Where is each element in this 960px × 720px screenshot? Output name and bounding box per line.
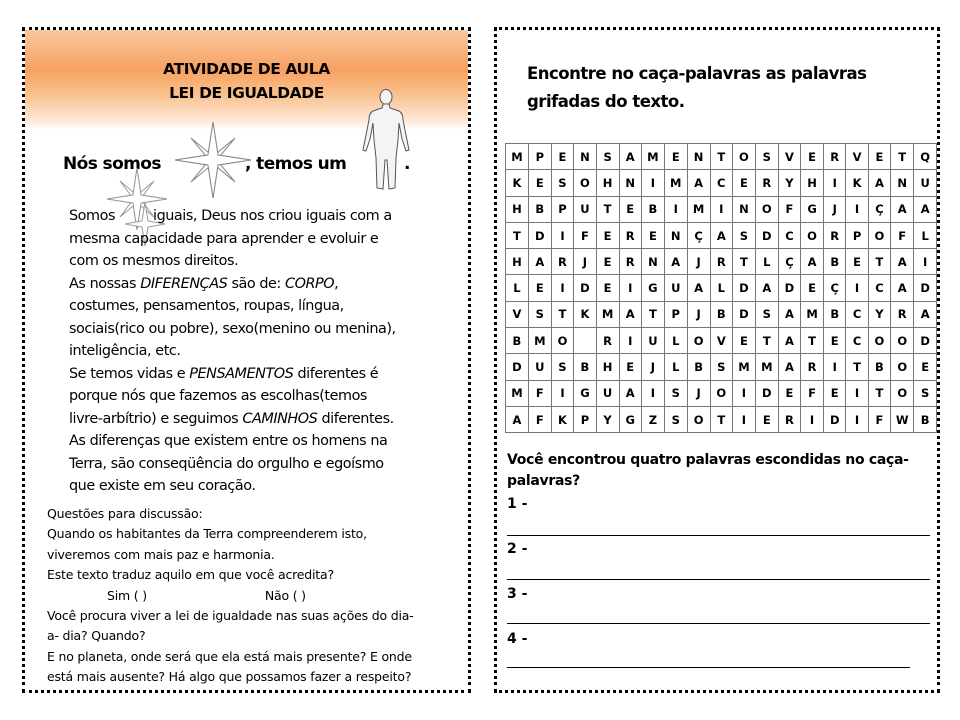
text-line	[69, 408, 469, 431]
grid-cell[interactable]: T	[801, 328, 824, 354]
keyword-pensamentos: PENSAMENTOS	[189, 365, 294, 382]
grid-cell[interactable]: T	[710, 406, 732, 432]
grid-cell[interactable]: U	[574, 196, 596, 222]
grid-cell[interactable]: I	[824, 170, 846, 196]
grid-cell[interactable]: R	[824, 222, 846, 248]
grid-cell[interactable]: L	[914, 222, 937, 248]
grid-cell[interactable]: K	[506, 170, 529, 196]
grid-cell[interactable]: E	[619, 354, 641, 380]
grid-cell[interactable]: J	[687, 301, 710, 327]
grid-cell[interactable]: T	[868, 380, 890, 406]
answer-label-4: 4 -	[507, 631, 528, 647]
grid-cell[interactable]: V	[710, 328, 732, 354]
grid-cell[interactable]: N	[664, 222, 687, 248]
grid-cell[interactable]: S	[710, 354, 732, 380]
grid-cell[interactable]: J	[574, 249, 596, 275]
grid-cell[interactable]: B	[506, 328, 529, 354]
grid-cell[interactable]: A	[891, 275, 914, 301]
grid-cell[interactable]: P	[664, 301, 687, 327]
text-segment: iguais, Deus nos criou iguais com a	[153, 208, 392, 224]
text-line	[69, 363, 469, 386]
answer-line-4[interactable]	[507, 667, 910, 668]
grid-cell[interactable]: N	[891, 170, 914, 196]
grid-cell[interactable]: O	[891, 328, 914, 354]
question-line: E no planeta, onde será que ela está mais presente? E onde	[47, 648, 412, 664]
grid-cell[interactable]: G	[574, 380, 596, 406]
grid-cell[interactable]: O	[687, 406, 710, 432]
grid-cell[interactable]: D	[528, 222, 551, 248]
grid-row	[506, 301, 937, 327]
grid-cell[interactable]: E	[801, 275, 824, 301]
grid-cell[interactable]: I	[846, 380, 868, 406]
grid-cell[interactable]: E	[528, 170, 551, 196]
question-line: a- dia? Quando?	[47, 628, 146, 644]
nao-option[interactable]: Não ( )	[264, 587, 306, 603]
grid-cell[interactable]: L	[506, 275, 529, 301]
header-line-1: ATIVIDADE DE AULA	[163, 60, 330, 78]
discussion-questions	[47, 504, 467, 688]
grid-cell[interactable]: A	[687, 275, 710, 301]
question-line: Este texto traduz aquilo em que você acredita?	[47, 567, 334, 583]
found-question	[507, 450, 927, 492]
instructions-line-1: Encontre no caça-palavras as palavras	[527, 64, 867, 83]
grid-cell[interactable]: R	[778, 406, 800, 432]
grid-cell[interactable]: L	[755, 249, 778, 275]
grid-cell[interactable]: S	[755, 144, 778, 170]
grid-cell[interactable]: I	[710, 196, 732, 222]
grid-cell[interactable]: I	[846, 406, 868, 432]
text-segment: diferentes é	[293, 365, 379, 382]
grid-cell[interactable]: M	[664, 170, 687, 196]
grid-cell[interactable]: H	[506, 249, 529, 275]
grid-cell[interactable]: D	[733, 301, 756, 327]
answer-label-2: 2 -	[507, 541, 528, 557]
grid-cell[interactable]: L	[664, 328, 687, 354]
answer-label-1: 1 -	[507, 496, 528, 512]
grid-cell[interactable]: O	[687, 328, 710, 354]
grid-cell[interactable]: D	[755, 222, 778, 248]
grid-cell[interactable]: E	[868, 144, 890, 170]
human-figure-icon	[357, 88, 415, 192]
grid-cell[interactable]: V	[846, 144, 868, 170]
grid-cell[interactable]: I	[801, 406, 824, 432]
grid-cell[interactable]: B	[641, 196, 664, 222]
grid-cell[interactable]: E	[528, 275, 551, 301]
grid-cell[interactable]: T	[596, 196, 619, 222]
grid-cell[interactable]: R	[755, 170, 778, 196]
grid-cell[interactable]: N	[733, 196, 756, 222]
grid-cell[interactable]: F	[528, 380, 551, 406]
grid-row	[506, 406, 937, 432]
grid-row	[506, 196, 937, 222]
grid-cell[interactable]: I	[551, 275, 573, 301]
grid-cell[interactable]: V	[778, 144, 800, 170]
grid-cell[interactable]: T	[891, 144, 914, 170]
grid-cell[interactable]: E	[914, 354, 937, 380]
answer-line-3[interactable]	[507, 623, 930, 624]
text-segment: são de:	[227, 275, 285, 292]
grid-cell[interactable]: D	[824, 406, 846, 432]
text-line	[69, 273, 469, 296]
grid-cell[interactable]: O	[891, 354, 914, 380]
header-line-2: LEI DE IGUALDADE	[169, 84, 324, 102]
grid-cell[interactable]: N	[574, 144, 596, 170]
grid-cell[interactable]: I	[914, 249, 937, 275]
grid-cell[interactable]: H	[596, 170, 619, 196]
grid-row	[506, 380, 937, 406]
text-segment: ,	[334, 275, 339, 292]
grid-cell[interactable]: B	[528, 196, 551, 222]
grid-cell[interactable]: K	[551, 406, 573, 432]
grid-cell[interactable]: C	[778, 222, 800, 248]
text-line: costumes, pensamentos, roupas, língua,	[69, 298, 344, 314]
grid-cell[interactable]: E	[596, 275, 619, 301]
questions-heading: Questões para discussão:	[47, 506, 203, 521]
grid-cell[interactable]: K	[846, 170, 868, 196]
grid-cell[interactable]: M	[687, 196, 710, 222]
grid-cell[interactable]: E	[755, 406, 778, 432]
grid-cell[interactable]: S	[664, 380, 687, 406]
grid-cell[interactable]: U	[641, 328, 664, 354]
grid-cell[interactable]: T	[710, 144, 732, 170]
keyword-corpo: CORPO	[284, 275, 335, 292]
grid-cell[interactable]: E	[846, 249, 868, 275]
grid-cell[interactable]: H	[596, 354, 619, 380]
text-line: sociais(rico ou pobre), sexo(menino ou menina),	[69, 320, 396, 337]
grid-cell[interactable]: B	[824, 249, 846, 275]
grid-cell[interactable]: J	[641, 354, 664, 380]
grid-cell[interactable]: F	[528, 406, 551, 432]
grid-cell[interactable]: J	[824, 196, 846, 222]
grid-cell[interactable]: M	[506, 144, 529, 170]
grid-cell[interactable]: P	[551, 196, 573, 222]
grid-cell[interactable]: F	[778, 196, 800, 222]
grid-cell[interactable]: F	[574, 222, 596, 248]
grid-cell[interactable]: E	[664, 144, 687, 170]
grid-cell[interactable]: B	[574, 354, 596, 380]
nos-part3: .	[404, 154, 410, 174]
grid-cell[interactable]: A	[619, 144, 641, 170]
grid-cell[interactable]: A	[868, 170, 890, 196]
grid-cell[interactable]: N	[687, 144, 710, 170]
grid-cell[interactable]: G	[641, 275, 664, 301]
grid-cell[interactable]: Y	[868, 301, 890, 327]
grid-cell[interactable]: I	[619, 328, 641, 354]
grid-cell[interactable]: T	[506, 222, 529, 248]
grid-cell[interactable]: S	[528, 301, 551, 327]
grid-cell[interactable]: A	[778, 328, 800, 354]
grid-cell[interactable]: D	[574, 275, 596, 301]
grid-cell[interactable]: E	[619, 196, 641, 222]
grid-cell[interactable]: E	[801, 144, 824, 170]
grid-cell[interactable]: O	[891, 380, 914, 406]
grid-cell[interactable]: I	[641, 170, 664, 196]
grid-cell[interactable]: S	[733, 222, 756, 248]
grid-cell[interactable]: A	[506, 406, 529, 432]
grid-cell[interactable]: F	[868, 406, 890, 432]
grid-cell[interactable]: T	[868, 249, 890, 275]
grid-cell[interactable]: R	[824, 144, 846, 170]
grid-cell[interactable]: R	[619, 222, 641, 248]
grid-cell[interactable]: Ç	[824, 275, 846, 301]
grid-cell[interactable]: Z	[641, 406, 664, 432]
grid-cell[interactable]: J	[687, 249, 710, 275]
question-line: está mais ausente? Há algo que possamos fazer a respeito?	[47, 669, 412, 685]
grid-cell[interactable]: O	[755, 196, 778, 222]
grid-cell[interactable]: T	[733, 249, 756, 275]
grid-cell[interactable]: B	[824, 301, 846, 327]
grid-cell[interactable]: I	[733, 406, 756, 432]
grid-cell[interactable]: I	[641, 380, 664, 406]
text-line: inteligência, etc.	[69, 343, 181, 359]
word-search-instructions	[527, 60, 866, 116]
grid-cell[interactable]: U	[596, 380, 619, 406]
grid-cell[interactable]: I	[846, 196, 868, 222]
grid-row	[506, 354, 937, 380]
grid-cell[interactable]: E	[596, 249, 619, 275]
grid-cell[interactable]: M	[733, 354, 756, 380]
text-line: porque nós que fazemos as escolhas(temos	[69, 388, 367, 404]
left-panel	[22, 27, 471, 693]
instructions-line-2: grifadas do texto.	[527, 92, 685, 111]
grid-cell[interactable]: O	[710, 380, 732, 406]
word-search-grid	[505, 143, 937, 433]
grid-cell[interactable]: I	[846, 275, 868, 301]
grid-cell[interactable]: T	[551, 301, 573, 327]
grid-cell[interactable]: D	[755, 380, 778, 406]
grid-cell[interactable]: E	[778, 380, 800, 406]
grid-cell[interactable]: I	[551, 380, 573, 406]
grid-cell[interactable]: T	[641, 301, 664, 327]
found-question-text: Você encontrou quatro palavras escondidas no caça-palavras?	[507, 452, 909, 489]
grid-cell[interactable]: R	[891, 301, 914, 327]
grid-row	[506, 328, 937, 354]
grid-cell[interactable]: K	[574, 301, 596, 327]
grid-row	[506, 275, 937, 301]
grid-cell[interactable]: D	[733, 275, 756, 301]
grid-cell[interactable]: I	[551, 222, 573, 248]
grid-cell[interactable]: A	[528, 249, 551, 275]
grid-cell[interactable]: D	[914, 328, 937, 354]
text-line: com os mesmos direitos.	[69, 253, 239, 269]
grid-cell[interactable]: R	[801, 354, 824, 380]
grid-cell[interactable]: M	[755, 354, 778, 380]
grid-cell[interactable]: S	[755, 301, 778, 327]
grid-cell[interactable]: I	[824, 354, 846, 380]
sim-option[interactable]: Sim ( )	[107, 587, 147, 603]
grid-cell[interactable]: A	[755, 275, 778, 301]
grid-cell[interactable]: T	[846, 354, 868, 380]
grid-cell[interactable]: M	[596, 301, 619, 327]
grid-cell[interactable]: O	[868, 328, 890, 354]
grid-cell[interactable]: C	[846, 301, 868, 327]
text-line: Terra, são conseqüência do orgulho e egoísmo	[69, 455, 384, 472]
grid-cell[interactable]: R	[619, 249, 641, 275]
grid-cell[interactable]: E	[596, 222, 619, 248]
grid-cell[interactable]: S	[551, 354, 573, 380]
grid-cell[interactable]: O	[801, 222, 824, 248]
nos-part1: Nós somos	[63, 154, 161, 174]
grid-cell[interactable]: F	[891, 222, 914, 248]
text-line: que existe em seu coração.	[69, 478, 256, 494]
grid-cell[interactable]: P	[528, 144, 551, 170]
grid-cell[interactable]: M	[506, 380, 529, 406]
grid-cell[interactable]: A	[619, 301, 641, 327]
grid-cell[interactable]: A	[914, 301, 937, 327]
right-panel	[494, 27, 940, 693]
grid-cell[interactable]: O	[574, 170, 596, 196]
grid-cell[interactable]: R	[710, 249, 732, 275]
text-line: mesma capacidade para aprender e evoluir e	[69, 230, 379, 247]
grid-cell[interactable]: Q	[914, 144, 937, 170]
answer-line-1[interactable]	[507, 535, 930, 536]
grid-cell[interactable]: Ç	[687, 222, 710, 248]
grid-cell[interactable]: H	[801, 170, 824, 196]
grid-cell[interactable]: U	[528, 354, 551, 380]
text-segment: Se temos vidas e	[69, 365, 190, 382]
text-line	[69, 205, 469, 228]
grid-cell[interactable]: A	[891, 249, 914, 275]
grid-cell[interactable]: D	[914, 275, 937, 301]
grid-cell[interactable]: N	[619, 170, 641, 196]
grid-cell[interactable]: E	[641, 222, 664, 248]
grid-cell[interactable]: S	[596, 144, 619, 170]
grid-cell[interactable]: V	[506, 301, 529, 327]
text-segment: livre-arbítrio) e seguimos	[69, 410, 243, 427]
question-line: Você procura viver a lei de igualdade nas suas ações do dia-	[47, 608, 414, 624]
answer-label-3: 3 -	[507, 586, 528, 602]
grid-row	[506, 249, 937, 275]
grid-cell[interactable]: F	[801, 380, 824, 406]
question-line: Quando os habitantes da Terra compreenderem isto,	[47, 526, 367, 542]
answer-line-2[interactable]	[507, 579, 930, 580]
grid-cell[interactable]: B	[914, 406, 937, 432]
grid-cell[interactable]: L	[710, 275, 732, 301]
grid-cell[interactable]: A	[914, 196, 937, 222]
grid-cell[interactable]: A	[778, 301, 800, 327]
grid-cell[interactable]: M	[641, 144, 664, 170]
grid-cell[interactable]: W	[891, 406, 914, 432]
star-icon-large	[175, 122, 251, 198]
grid-cell[interactable]: O	[868, 222, 890, 248]
grid-cell[interactable]: C	[868, 275, 890, 301]
grid-cell[interactable]: S	[551, 170, 573, 196]
grid-cell[interactable]: A	[801, 249, 824, 275]
grid-row	[506, 222, 937, 248]
text-line: As diferenças que existem entre os homens na	[69, 433, 388, 449]
grid-cell[interactable]: E	[733, 328, 756, 354]
grid-cell[interactable]: Y	[778, 170, 800, 196]
text-somos: Somos	[69, 208, 116, 224]
grid-cell[interactable]: D	[506, 354, 529, 380]
text-segment: As nossas	[69, 275, 141, 292]
grid-cell[interactable]: I	[733, 380, 756, 406]
grid-cell[interactable]: G	[619, 406, 641, 432]
grid-cell[interactable]	[574, 328, 596, 354]
grid-cell[interactable]: B	[868, 354, 890, 380]
grid-cell[interactable]: C	[710, 170, 732, 196]
grid-cell[interactable]: H	[506, 196, 529, 222]
keyword-diferencas: DIFERENÇAS	[140, 275, 228, 292]
grid-cell[interactable]: A	[891, 196, 914, 222]
body-text	[69, 205, 469, 498]
grid-cell[interactable]: C	[846, 328, 868, 354]
grid-cell[interactable]: L	[664, 354, 687, 380]
grid-cell[interactable]: B	[710, 301, 732, 327]
grid-cell[interactable]: Ç	[778, 249, 800, 275]
nos-part2: , temos um	[245, 154, 347, 174]
grid-cell[interactable]: N	[641, 249, 664, 275]
grid-cell[interactable]: P	[574, 406, 596, 432]
grid-cell[interactable]: R	[596, 328, 619, 354]
grid-cell[interactable]: A	[778, 354, 800, 380]
text-segment: diferentes.	[317, 410, 394, 427]
grid-cell[interactable]: E	[824, 380, 846, 406]
grid-cell[interactable]: D	[778, 275, 800, 301]
grid-cell[interactable]: I	[664, 196, 687, 222]
grid-cell[interactable]: M	[528, 328, 551, 354]
grid-cell[interactable]: A	[710, 222, 732, 248]
grid-row	[506, 170, 937, 196]
sim-nao-line	[47, 586, 467, 606]
grid-cell[interactable]: T	[755, 328, 778, 354]
grid-cell[interactable]: U	[914, 170, 937, 196]
grid-cell[interactable]: E	[733, 170, 756, 196]
grid-cell[interactable]: J	[687, 380, 710, 406]
grid-cell[interactable]: O	[733, 144, 756, 170]
grid-cell[interactable]: A	[664, 249, 687, 275]
grid-row	[506, 144, 937, 170]
grid-cell[interactable]: Y	[596, 406, 619, 432]
grid-cell[interactable]: B	[687, 354, 710, 380]
grid-cell[interactable]: E	[551, 144, 573, 170]
grid-cell[interactable]: O	[551, 328, 573, 354]
keyword-caminhos: CAMINHOS	[242, 410, 318, 427]
grid-cell[interactable]: A	[619, 380, 641, 406]
grid-cell[interactable]: M	[801, 301, 824, 327]
grid-cell[interactable]: P	[846, 222, 868, 248]
grid-cell[interactable]: R	[551, 249, 573, 275]
grid-cell[interactable]: E	[824, 328, 846, 354]
question-line: viveremos com mais paz e harmonia.	[47, 546, 275, 562]
grid-cell[interactable]: U	[664, 275, 687, 301]
grid-cell[interactable]: A	[687, 170, 710, 196]
grid-cell[interactable]: S	[914, 380, 937, 406]
grid-cell[interactable]: Ç	[868, 196, 890, 222]
grid-cell[interactable]: I	[619, 275, 641, 301]
grid-cell[interactable]: G	[801, 196, 824, 222]
grid-cell[interactable]: S	[664, 406, 687, 432]
